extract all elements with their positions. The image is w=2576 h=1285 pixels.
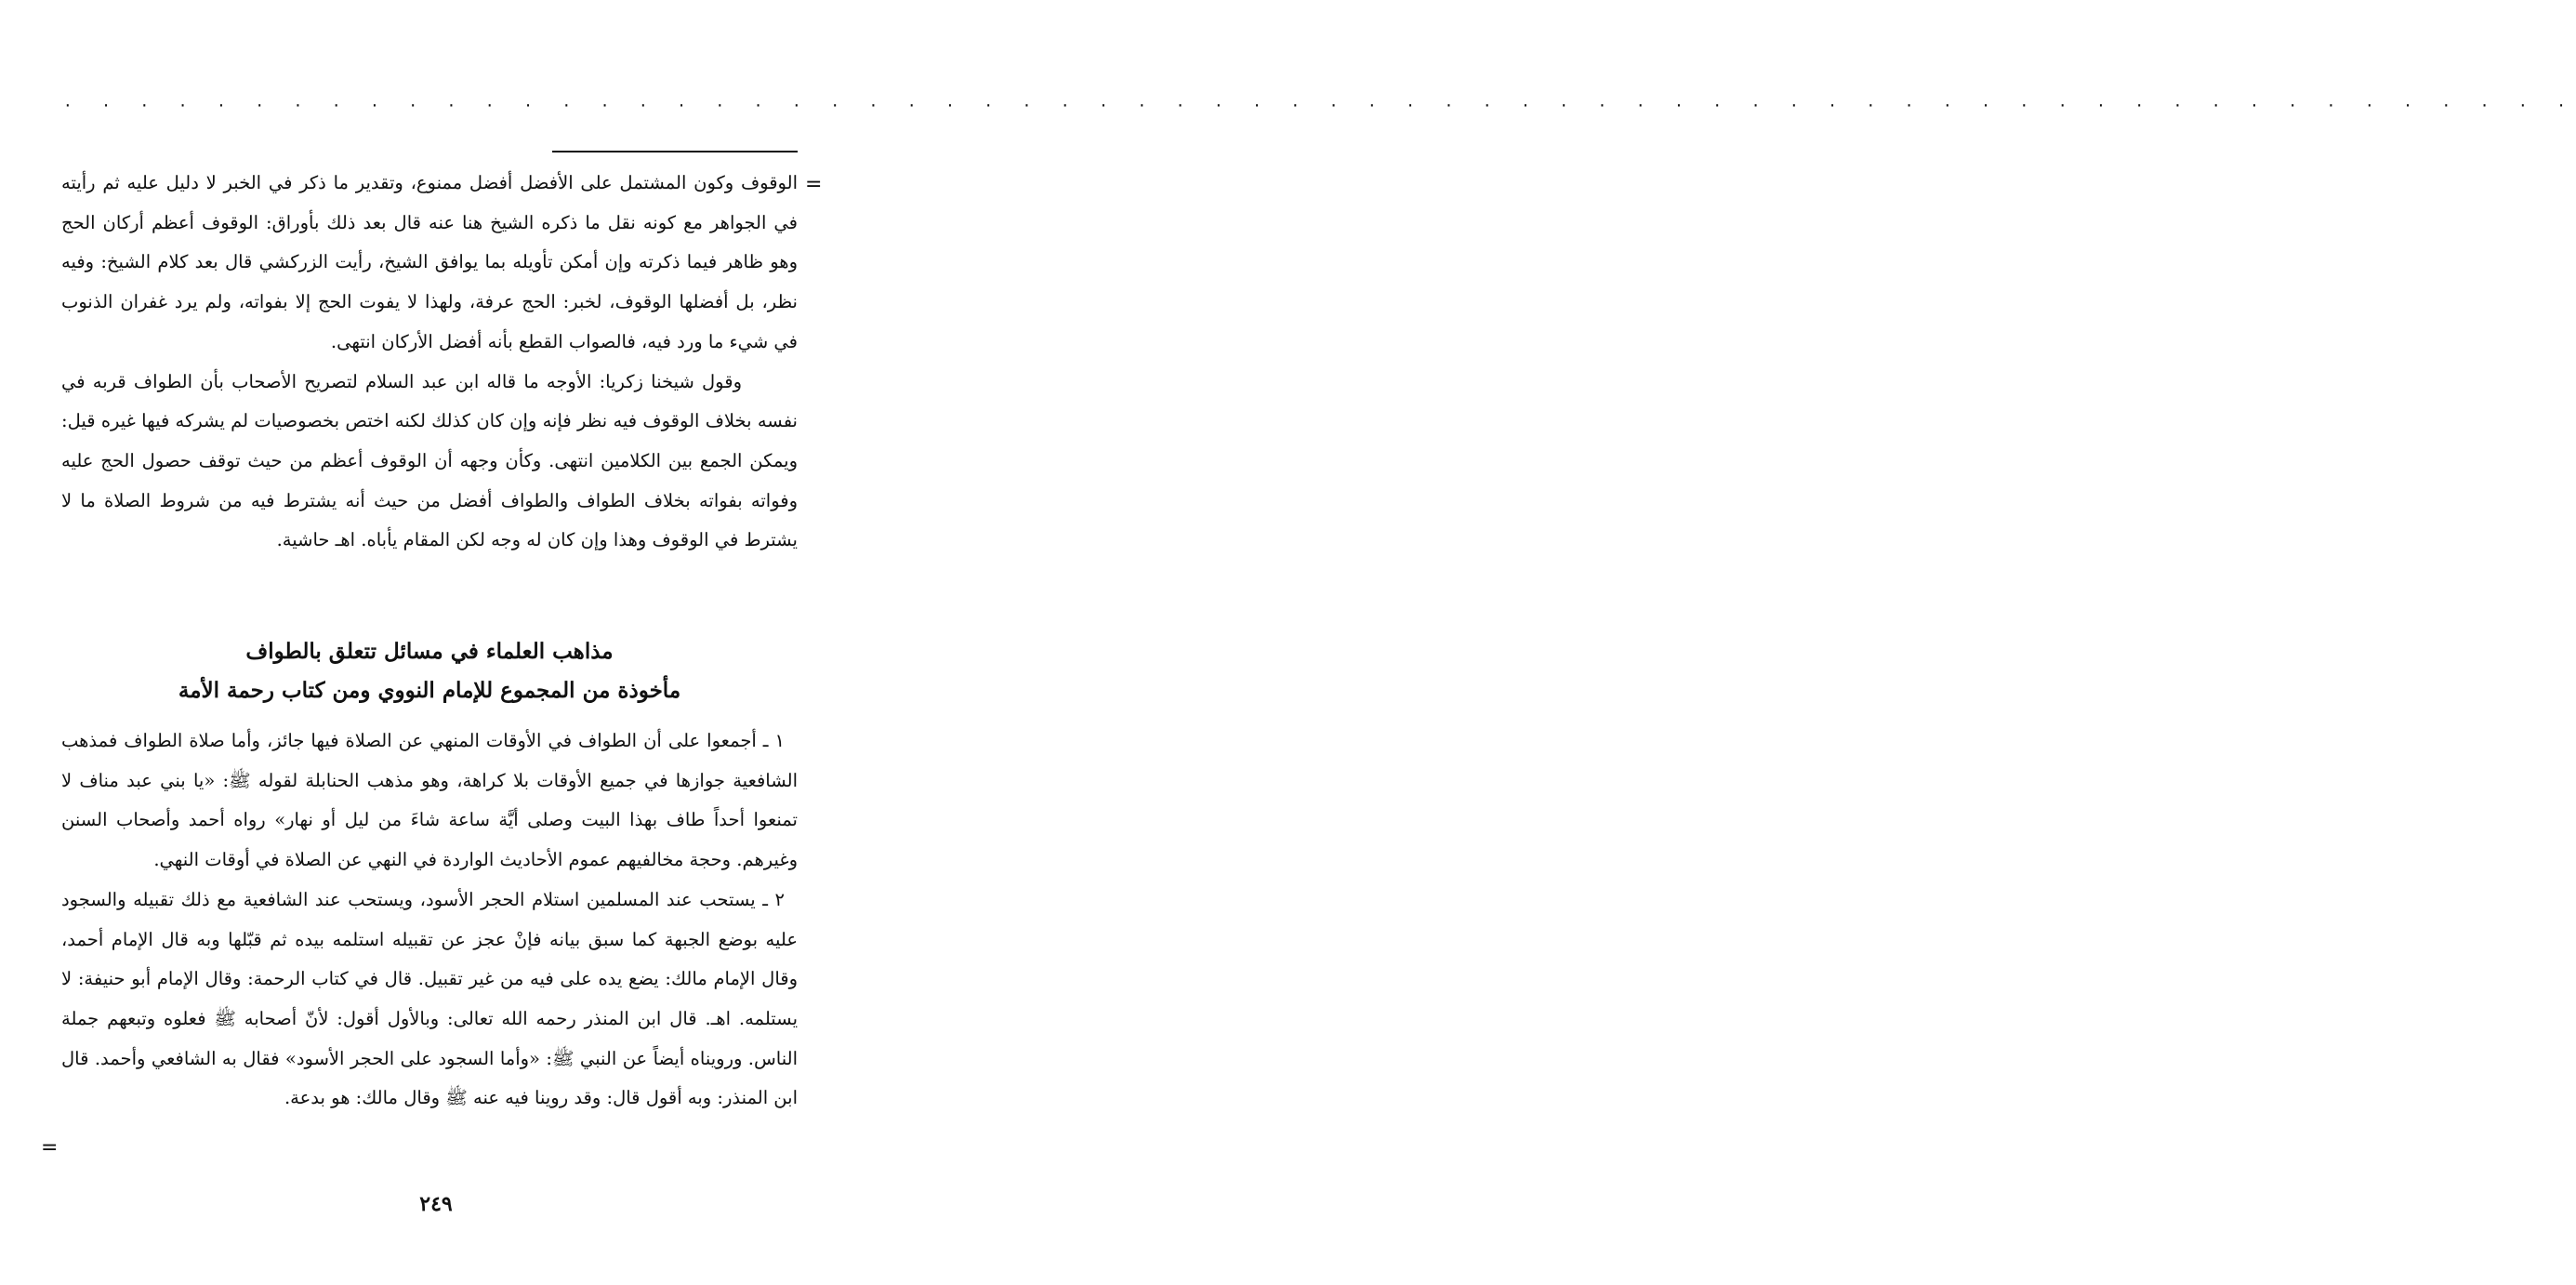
footnote-rule [552, 151, 798, 152]
numbered-paragraph: ٢ ـ يستحب عند المسلمين استلام الحجر الأسود، ويستحب عند الشافعية مع ذلك تقبيله والسجود عليه بوضع الجبهة كما سبق بيانه فإنْ عجز عن تقبيله استلمه بيده ثم قبّلها وبه قال الإمام أحمد، وقال الإمام مالك: يضع يده على فيه من غير تقبيل. قال في كتاب الرحمة: وقال الإمام أبو حنيفة: لا يستلمه. اهـ. قال ابن المنذر رحمه الله تعالى: وبالأول أقول: لأنّ أصحابه ﷺ فعلوه وتبعهم جملة الناس. ورويناه أيضاً عن النبي ﷺ: «وأما السجود على الحجر الأسود» فقال به الشافعي وأحمد. قال ابن المنذر: وبه أقول قال: وقد روينا فيه عنه ﷺ وقال مالك: هو بدعة. [61, 888, 798, 1109]
continuation-mark: = [805, 173, 823, 196]
section-subtitle: مأخوذة من المجموع للإمام النووي ومن كتاب رحمة الأمة [178, 678, 681, 703]
footnote-paragraph: وقول شيخنا زكريا: الأوجه ما قاله ابن عبد السلام لتصريح الأصحاب بأن الطواف قربه في نفسه بخلاف الوقوف فيه نظر فإنه وإن كان كذلك لكنه اختص بخصوصيات لم يشركه فيها غيره قيل: ويمكن الجمع بين الكلامين انتهى. وكأن وجهه أن الوقوف أعظم من حيث توقف حصول الحج عليه وفواته بفواته بخلاف الطواف والطواف أفضل من حيث أنه يشترط فيه من شروط الصلاة ما لا يشترط في الوقوف وهذا وإن كان له وجه لكن المقام يأباه. اهـ حاشية. [61, 370, 799, 551]
section-title: مذاهب العلماء في مسائل تتعلق بالطواف [245, 639, 614, 664]
section-body [61, 722, 798, 1119]
dotted-separator: · · · · · · · · · · · · · · · · · · · · · · · · · · · · · · · · · · · · · · · · · · · · · · · · · · · · · · · · · · · · · · · · · · [63, 97, 2576, 114]
page-number: ٢٤٩ [419, 1192, 453, 1216]
footnote-block [61, 164, 798, 561]
numbered-paragraph: ١ ـ أجمعوا على أن الطواف في الأوقات المنهي عن الصلاة فيها جائز، وأما صلاة الطواف فمذهب الشافعية جوازها في جميع الأوقات بلا كراهة، وهو مذهب الحنابلة لقوله ﷺ: «يا بني عبد مناف لا تمنعوا أحداً طاف بهذا البيت وصلى أيَّة ساعة شاءَ من ليل أو نهار» رواه أحمد وأصحاب السنن وغيرهم. وحجة مخالفيهم عموم الأحاديث الواردة في النهي عن الصلاة في أوقات النهي. [61, 730, 798, 871]
footnote-paragraph: الوقوف وكون المشتمل على الأفضل أفضل ممنوع، وتقدير ما ذكر في الخبر لا دليل عليه ثم رأيته في الجواهر مع كونه نقل ما ذكره الشيخ هنا عنه قال بعد ذلك بأوراق: الوقوف أعظم أركان الحج وهو ظاهر فيما ذكرته وإن أمكن تأويله بما يوافق الشيخ، رأيت الزركشي قال بعد كلام الشيخ: وفيه نظر، بل أفضلها الوقوف، لخبر: الحج عرفة، ولهذا لا يفوت الحج إلا بفواته، ولم يرد غفران الذنوب في شيء ما ورد فيه، فالصواب القطع بأنه أفضل الأركان انتهى. [61, 172, 798, 352]
continuation-mark: = [41, 1136, 59, 1159]
